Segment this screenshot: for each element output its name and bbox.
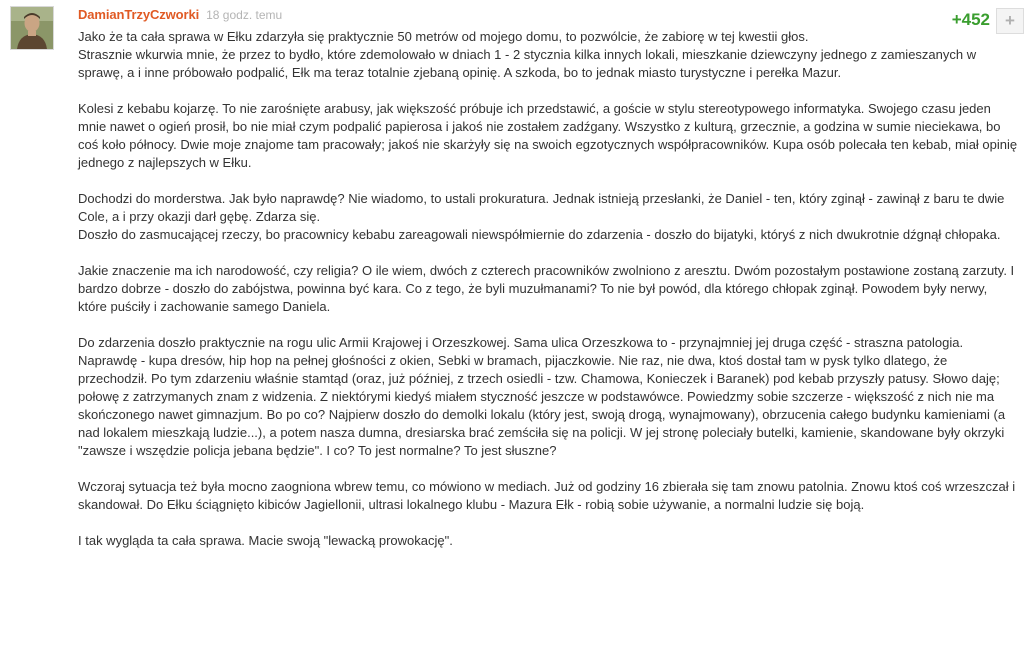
paragraph: Dochodzi do morderstwa. Jak było naprawdę? Nie wiadomo, to ustali prokuratura. Jednak istnieją przesłanki, że Daniel - ten, który zginął - zawinął z baru te dwie Cole, a i przy okazji darł gębę. Zdarza się. Doszło do zasmucającej rzeczy, bo pracownicy kebabu zareagowali niewspółmiernie do zdarzenia - doszło do bijatyki, któryś z nich dwukrotnie dźgnął chłopaka. [78, 191, 1005, 242]
paragraph: I tak wygląda ta cała sprawa. Macie swoją "lewacką prowokację". [78, 533, 453, 548]
paragraph: Jako że ta cała sprawa w Ełku zdarzyła się praktycznie 50 metrów od mojego domu, to pozwólcie, że zabiorę w tej kwestii głos. Strasznie wkurwia mnie, że przez to bydło, które zdemolowało w dniach 1 - 2 stycznia kilka innych lokali, mieszkanie dziewczyny jednego z zamieszanych w sprawę, a i inne próbowało podpalić, Ełk ma teraz totalnie zjebaną opinię. A szkoda, bo to jednak miasto turystyczne i perełka Mazur. [78, 29, 977, 80]
paragraph: Do zdarzenia doszło praktycznie na rogu ulic Armii Krajowej i Orzeszkowej. Sama ulica Orzeszkowa to - przynajmniej jej druga część - straszna patologia. Naprawdę - kupa dresów, hip hop na pełnej głośności z okien, Sebki w bramach, pijaczkowie. Nie raz, nie dwa, ktoś dostał tam w pysk tylko dlatego, że przechodził. Po tym zdarzeniu właśnie stamtąd (oraz, już później, z trzech osiedli - tzw. Chamowa, Konieczek i Baranek) pod kebab przyszły patusy. Słowo daję; połowę z zatrzymanych znam z widzenia. Z niektórymi kiedyś miałem styczność jeszcze w podstawówce. Powiedzmy sobie szczerze - większość z nich nie ma skończonego nawet gimnazjum. Bo po co? Najpierw doszło do demolki lokalu (który jest, swoją drogą, wynajmowany), obrzucenia całego budynku kamieniami (a nad lokalem mieszkają ludzie...), a potem nasza dumna, dresiarska brać zemściła się na policji. W jej stronę poleciały butelki, kamienie, skandowane były okrzyki "zawsze i wszędzie policja jebana będzie". I co? To jest normalne? To jest słuszne? [78, 335, 1006, 458]
timestamp: 18 godz. temu [206, 8, 283, 22]
paragraph: Kolesi z kebabu kojarzę. To nie zarośnięte arabusy, jak większość próbuje ich przedstawić, a goście w stylu stereotypowego informatyka. Swojego czasu jeden mnie nawet o ogień prosił, bo nie miał czym podpalić papierosa i jakoś nie zostałem zadźgany. Wszystko z kulturą, grzecznie, a godzina w sumie nieciekawa, bo coś koło północy. Dwie moje znajome tam pracowały; jakoś nie skarżyły się na swoich egzotycznych współpracowników. Kupa osób polecała ten kebab, miał opinię jednego z najlepszych w Ełku. [78, 101, 1018, 170]
avatar[interactable] [10, 6, 54, 50]
upvote-button[interactable]: + [996, 8, 1024, 34]
paragraph: Wczoraj sytuacja też była mocno zaogniona wbrew temu, co mówiono w mediach. Już od godziny 16 zbierała się tam znowu patolnia. Znowu ktoś coś wrzeszczał i skandował. Do Ełku ściągnięto kibiców Jagiellonii, ultrasi lokalnego klubu - Mazura Ełk - robią sobie używanie, a normalni ludzie się boją. [78, 479, 1016, 512]
vote-count: +452 [951, 10, 990, 29]
user-avatar-icon [11, 7, 53, 49]
paragraph: Jakie znaczenie ma ich narodowość, czy religia? O ile wiem, dwóch z czterech pracowników zwolniono z aresztu. Dwóm pozostałym postawione zostaną zarzuty. I bardzo dobrze - doszło do zabójstwa, powinna być kara. Co z tego, że byli muzułmanami? To nie był powód, dla którego chłopak zginął. Powodem były nerwy, które puściły i zachowanie samego Daniela. [78, 263, 1015, 314]
author-link[interactable]: DamianTrzyCzworki [78, 7, 200, 22]
comment-body [78, 28, 1018, 568]
comment-header [78, 6, 1024, 30]
